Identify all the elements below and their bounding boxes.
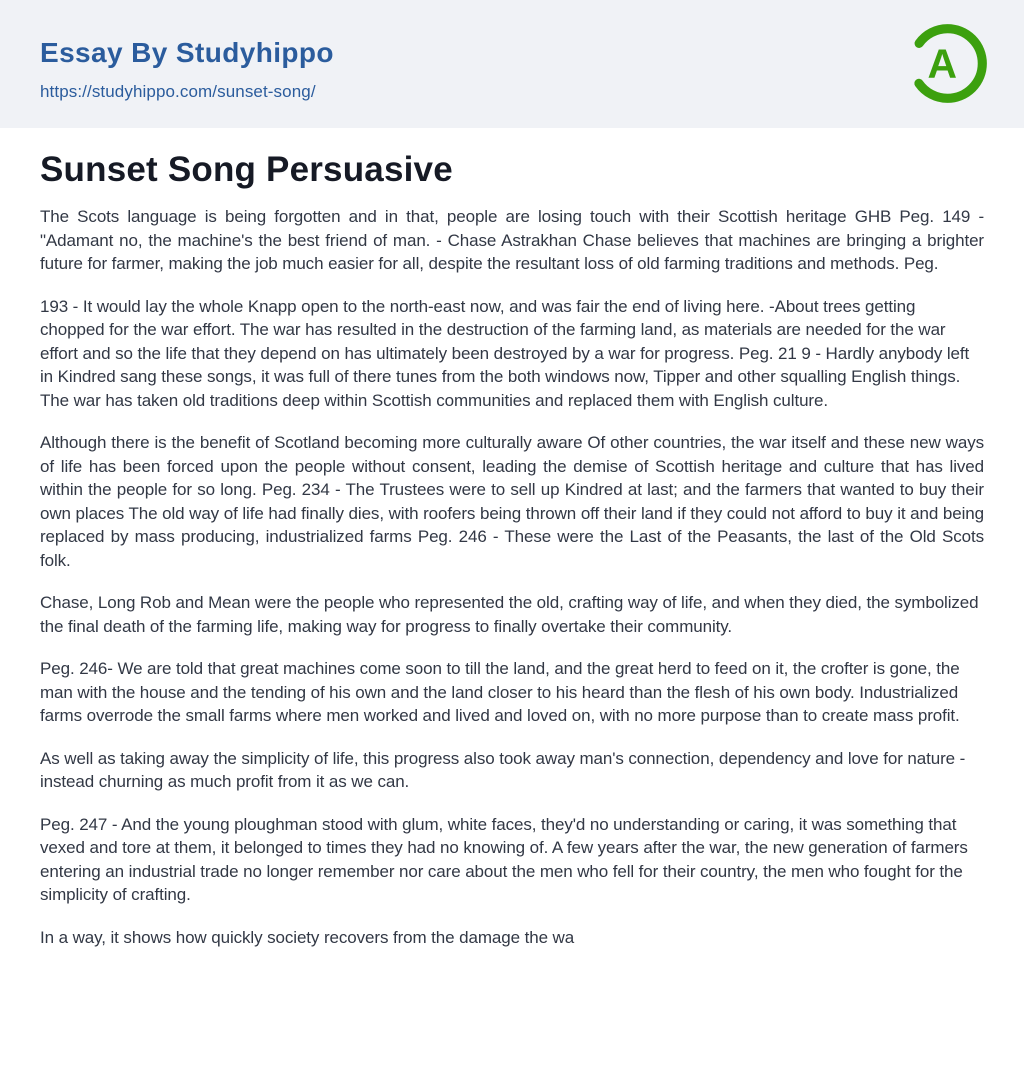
essay-paragraph: The Scots language is being forgotten and in that, people are losing touch with their Scottish heritage GHB Peg. 149 -"Adamant no, the machine's the best friend of man. - Chase Astrakhan Chase believes that machines are bringing a brighter future for farmer, making the job much easier for all, despite the resultant loss of old farming traditions and methods. Peg. bbox=[40, 207, 984, 273]
header bbox=[0, 0, 1024, 128]
essay-paragraph: Chase, Long Rob and Mean were the people who represented the old, crafting way of life, and when they died, the symbolized the final death of the farming life, making way for progress to finally overtake their community. bbox=[40, 593, 979, 636]
essay-by-heading: Essay By Studyhippo bbox=[40, 37, 334, 68]
essay-paragraph: As well as taking away the simplicity of life, this progress also took away man's connection, dependency and love for nature - instead churning as much profit from it as we can. bbox=[40, 748, 966, 791]
essay-paragraph: Peg. 246- We are told that great machines come soon to till the land, and the great herd to feed on it, the crofter is gone, the man with the house and the tending of his own and the land closer to his heard than the flesh of his own body. Industrialized farms overrode the small farms where men worked and lived and loved on, with no more purpose than to create mass profit. bbox=[40, 659, 960, 725]
page-title: Sunset Song Persuasive bbox=[40, 150, 453, 189]
essay-paragraph: Although there is the benefit of Scotland becoming more culturally aware Of other countries, the war itself and these new ways of life has been forced upon the people without consent, leading the demise of Scottish heritage and culture that has lived within the people for so long. Peg. 234 - The Trustees were to sell up Kindred at last; and the farmers that wanted to buy their own places The old way of life had finally dies, with roofers being thrown off their land if they could not afford to buy it and being replaced by mass producing, industrialized farms Peg. 246 - These were the Last of the Peasants, the last of the Old Scots folk. bbox=[40, 433, 984, 570]
essay-paragraph: In a way, it shows how quickly society recovers from the damage the wa bbox=[40, 927, 575, 947]
studyhippo-logo-icon bbox=[904, 20, 991, 107]
logo-letter: A bbox=[927, 40, 958, 87]
source-url-link[interactable]: https://studyhippo.com/sunset-song/ bbox=[40, 82, 316, 101]
article-body bbox=[0, 150, 1024, 989]
essay-paragraph: Peg. 247 - And the young ploughman stood with glum, white faces, they'd no understanding or caring, it was something that vexed and tore at them, it belonged to times they had no knowing of. A few years after the war, the new generation of farmers entering an industrial trade no longer remember nor care about the men who fell for their country, the men who fought for the simplicity of crafting. bbox=[40, 814, 968, 904]
essay-paragraph: 193 - It would lay the whole Knapp open to the north-east now, and was fair the end of living here. -About trees getting chopped for the war effort. The war has resulted in the destruction of the farming land, as materials are needed for the war effort and so the life that they depend on has ultimately been destroyed by a war for progress. Peg. 21 9 - Hardly anybody left in Kindred sang these songs, it was full of there tunes from the both windows now, Tipper and other squalling English things. The war has taken old traditions deep within Scottish communities and replaced them with English culture. bbox=[40, 296, 970, 410]
